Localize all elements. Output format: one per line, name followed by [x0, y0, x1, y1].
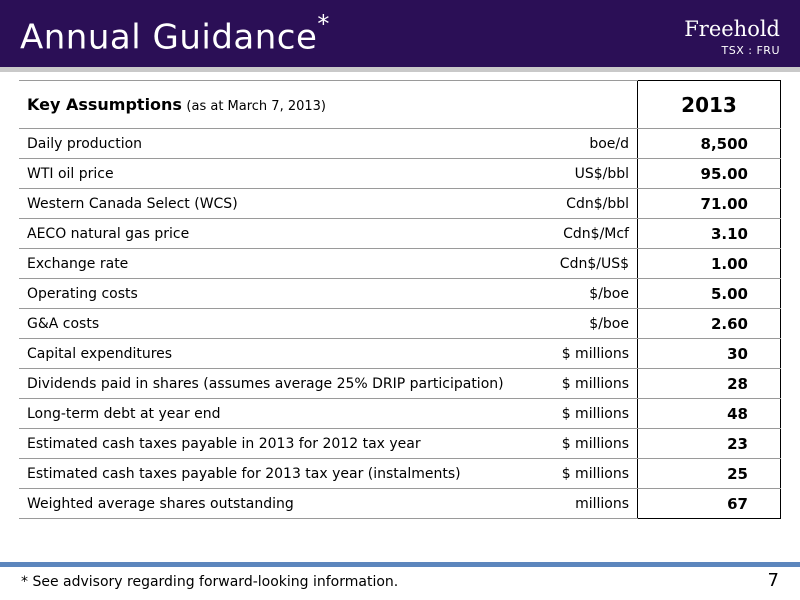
slide-title-text: Annual Guidance: [20, 17, 318, 58]
row-unit: $/boe: [546, 279, 638, 309]
guidance-table: [19, 80, 781, 519]
row-label: AECO natural gas price: [19, 219, 546, 249]
row-unit: $/boe: [546, 309, 638, 339]
row-value: 23: [638, 429, 781, 459]
row-label: Operating costs: [19, 279, 546, 309]
table-row: [19, 309, 781, 339]
row-unit: Cdn$/Mcf: [546, 219, 638, 249]
guidance-table-body: [19, 81, 781, 519]
row-value: 25: [638, 459, 781, 489]
page-number: 7: [767, 570, 779, 591]
table-row: [19, 459, 781, 489]
row-unit: Cdn$/US$: [546, 249, 638, 279]
row-unit: $ millions: [546, 429, 638, 459]
row-label: Estimated cash taxes payable in 2013 for 2012 tax year: [19, 429, 546, 459]
table-row: [19, 219, 781, 249]
ticker-symbol: TSX : FRU: [721, 44, 780, 57]
row-value: 48: [638, 399, 781, 429]
row-label: Dividends paid in shares (assumes average 25% DRIP participation): [19, 369, 546, 399]
row-label: Weighted average shares outstanding: [19, 489, 546, 519]
table-row: [19, 249, 781, 279]
row-unit: millions: [546, 489, 638, 519]
header-divider: [0, 67, 800, 72]
row-unit: Cdn$/bbl: [546, 189, 638, 219]
row-value: 30: [638, 339, 781, 369]
table-row: [19, 189, 781, 219]
table-row: [19, 279, 781, 309]
row-value: 1.00: [638, 249, 781, 279]
row-label: Daily production: [19, 129, 546, 159]
table-header-row: [19, 81, 781, 129]
row-value: 67: [638, 489, 781, 519]
row-value: 3.10: [638, 219, 781, 249]
row-label: Western Canada Select (WCS): [19, 189, 546, 219]
table-row: [19, 129, 781, 159]
row-value: 5.00: [638, 279, 781, 309]
title-asterisk: *: [317, 10, 330, 38]
table-title: Key Assumptions: [27, 95, 182, 114]
row-unit: boe/d: [546, 129, 638, 159]
slide-title: [20, 10, 330, 58]
row-value: 28: [638, 369, 781, 399]
row-value: 71.00: [638, 189, 781, 219]
row-label: Estimated cash taxes payable for 2013 tax year (instalments): [19, 459, 546, 489]
brand-name: Freehold: [684, 17, 780, 41]
table-row: [19, 159, 781, 189]
row-unit: $ millions: [546, 339, 638, 369]
year-header: 2013: [638, 81, 781, 129]
table-row: [19, 489, 781, 519]
table-row: [19, 369, 781, 399]
table-row: [19, 399, 781, 429]
row-value: 95.00: [638, 159, 781, 189]
table-title-cell: [19, 81, 638, 129]
row-unit: US$/bbl: [546, 159, 638, 189]
brand-logo: [684, 18, 780, 57]
row-label: G&A costs: [19, 309, 546, 339]
table-row: [19, 429, 781, 459]
advisory-note: * See advisory regarding forward-looking information.: [21, 574, 399, 590]
row-label: WTI oil price: [19, 159, 546, 189]
row-label: Exchange rate: [19, 249, 546, 279]
row-unit: $ millions: [546, 459, 638, 489]
footer-divider: [0, 562, 800, 567]
row-unit: $ millions: [546, 399, 638, 429]
row-value: 8,500: [638, 129, 781, 159]
row-label: Capital expenditures: [19, 339, 546, 369]
row-unit: $ millions: [546, 369, 638, 399]
table-subtitle: (as at March 7, 2013): [186, 99, 326, 114]
row-value: 2.60: [638, 309, 781, 339]
table-row: [19, 339, 781, 369]
header-bar: [0, 0, 800, 67]
row-label: Long-term debt at year end: [19, 399, 546, 429]
